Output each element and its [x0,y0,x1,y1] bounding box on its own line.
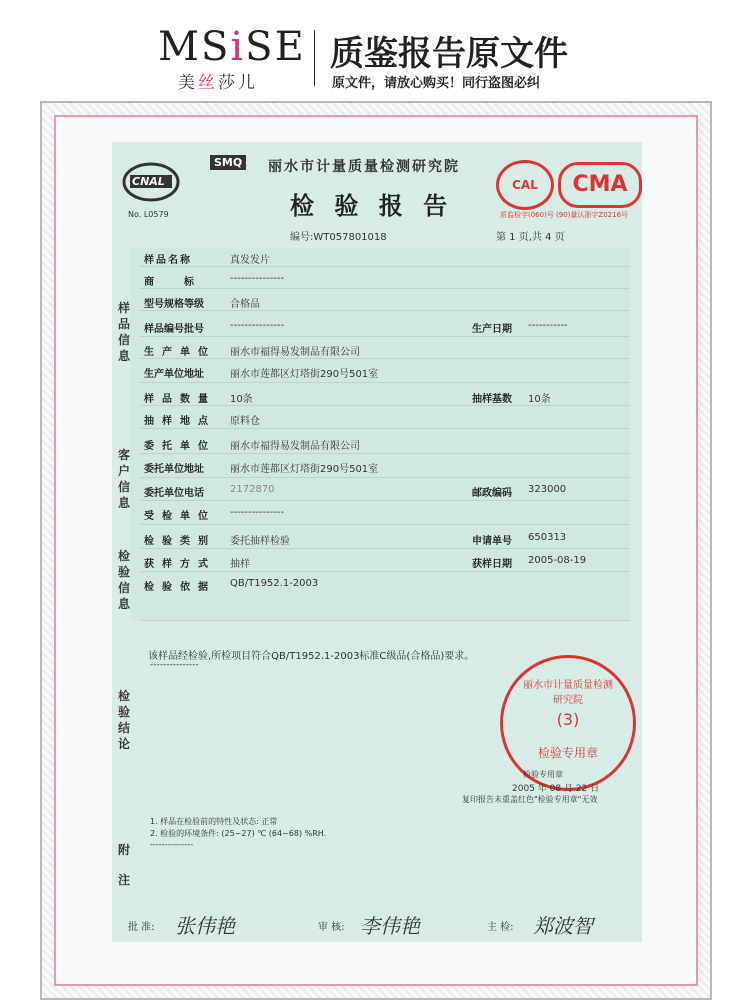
row-line [140,453,630,454]
approve-label: 批 准: [128,922,155,933]
note-1: 1. 样品在检验前的特性及状态: 正常 [150,817,278,826]
report-number: 编号:WT057801018 [290,232,387,243]
approve-signature: 张伟艳 [175,914,235,938]
chief-signature: 郑波智 [533,914,593,938]
label-basis: 检验依据 [144,582,216,593]
page-tagline: 原文件，请放心购买！同行盗图必纠 [332,76,541,91]
section-notes: 附注 [117,843,130,887]
row-line [140,477,630,478]
row-line [140,428,630,429]
value-trademark: --------------- [230,273,285,284]
value-model-grade: 合格品 [230,299,260,310]
section-sample: 样品信息 [117,301,130,363]
label-model-grade: 型号规格等级 [144,299,204,310]
value-sampling-method: 抽样 [230,559,250,570]
value-producer-addr: 丽水市莲都区灯塔街290号501室 [230,369,379,380]
row-line [140,571,630,572]
conclusion-text: 该样品经检验,所检项目符合QB/T1952.1-2003标准C级品(合格品)要求。 [148,651,475,662]
page-count: 第 1 页,共 4 页 [496,232,565,243]
row-line [140,382,630,383]
label-producer-addr: 生产单位地址 [144,369,204,380]
brand-header [0,0,750,100]
value-postcode: 323000 [528,484,567,495]
label-client-addr: 委托单位地址 [144,464,204,475]
brand-name: 美丝莎儿 [178,73,258,93]
label-sampling-date: 获样日期 [472,559,512,570]
row-line [140,310,630,311]
section-client: 客户信息 [117,448,130,510]
row-line [140,266,630,267]
row-line [140,524,630,525]
report-title: 检 验 报 告 [290,192,454,220]
conclusion-dash: --------------- [150,660,199,670]
note-dash: --------------- [150,840,194,849]
row-line [140,548,630,549]
label-postcode: 邮政编码 [472,488,512,499]
row-line [140,405,630,406]
brand-logo: MSiSE [158,24,306,70]
label-sample-place: 抽样地点 [144,416,216,427]
label-inspected-unit: 受检单位 [144,511,216,522]
value-basis: QB/T1952.1-2003 [230,578,319,589]
value-client-addr: 丽水市莲都区灯塔街290号501室 [230,464,379,475]
value-sampling-date: 2005-08-19 [528,555,587,566]
stamp-note: 复印报告未重盖红色"检验专用章"无效 [462,795,598,804]
cnal-logo: CNAL [120,160,182,210]
review-label: 审 核: [318,922,345,933]
cal-logo: CAL [496,160,554,210]
value-sample-place: 原料仓 [230,416,260,427]
institute-name: 丽水市计量质量检测研究院 [268,159,460,175]
label-sampling-method: 获样方式 [144,559,216,570]
row-line [140,288,630,289]
label-client: 委托单位 [144,441,216,452]
label-sample-name: 样品名称 [144,255,192,266]
label-quantity: 样品数量 [144,394,216,405]
header-divider [314,30,315,86]
row-line [140,358,630,359]
review-signature: 李伟艳 [360,914,420,938]
value-app-no: 650313 [528,532,567,543]
row-line [140,620,630,621]
value-inspected-unit: --------------- [230,507,285,518]
label-sample-base: 抽样基数 [472,394,512,405]
value-producer: 丽水市福得易发制品有限公司 [230,347,360,358]
value-client-phone: 2172870 [230,484,275,495]
label-prod-date: 生产日期 [472,324,512,335]
section-conclusion: 检验结论 [117,689,130,751]
section-inspection: 检验信息 [117,549,130,611]
label-client-phone: 委托单位电话 [144,488,204,499]
label-sample-batch: 样品编号批号 [144,324,204,335]
cert-note: 质监检字(060)号 (90)量认浙字Z0216号 [500,211,629,219]
smq-logo: SMQ [210,155,246,170]
note-2: 2. 检验的环境条件: (25~27) ℃ (64~68) %RH. [150,829,327,838]
chief-label: 主 检: [487,922,514,933]
cnal-number: No. L0579 [128,210,169,219]
value-prod-date: ----------- [528,320,568,331]
value-sample-base: 10条 [528,394,551,405]
value-quantity: 10条 [230,394,253,405]
label-producer: 生产单位 [144,347,216,358]
label-category: 检验类别 [144,536,216,547]
label-trademark: 商标 [144,277,224,288]
value-client: 丽水市福得易发制品有限公司 [230,441,360,452]
stamp-date: 2005 年 08 月 22 日 [512,784,600,794]
stamp-caption: 检验专用章 [523,770,563,779]
page-title: 质鉴报告原文件 [330,34,568,74]
cma-logo: CMA [558,162,642,208]
row-line [140,500,630,501]
label-app-no: 申请单号 [472,536,512,547]
value-sample-name: 真发发片 [230,255,270,266]
value-sample-batch: --------------- [230,320,285,331]
row-line [140,336,630,337]
value-category: 委托抽样检验 [230,536,290,547]
inspection-seal: 丽水市计量质量检测研究院 (3) 检验专用章 [500,655,636,791]
